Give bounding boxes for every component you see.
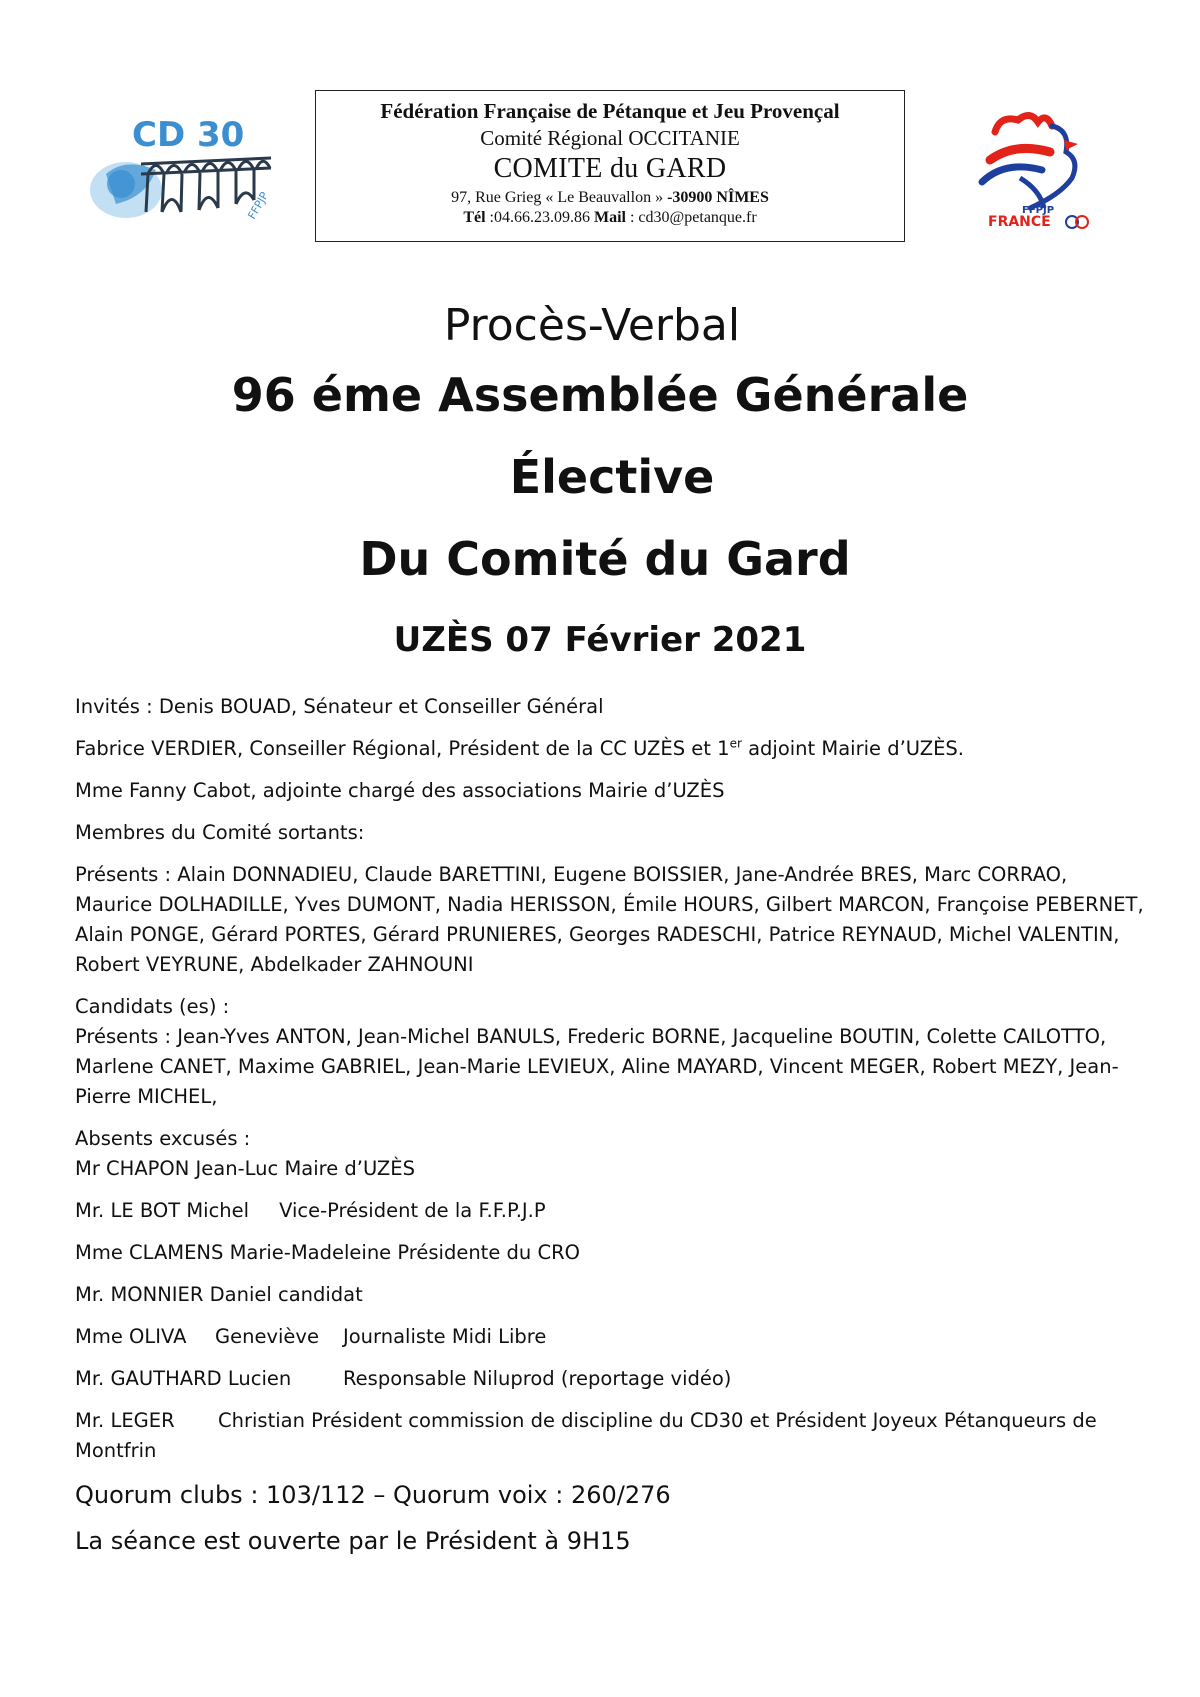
session-opening: La séance est ouverte par le Président à 9H15 — [75, 1527, 631, 1555]
absent-lebot-role: Vice-Président de la F.F.P.J.P — [279, 1199, 546, 1222]
france-text: FRANCE — [988, 214, 1051, 230]
header-box — [315, 90, 905, 242]
absent-clamens: Mme CLAMENS Marie-Madeleine Présidente du CRO — [75, 1241, 580, 1264]
fanny-cabot-line: Mme Fanny Cabot, adjointe chargé des associations Mairie d’UZÈS — [75, 779, 725, 802]
cd30-logo — [86, 112, 281, 227]
outgoing-members-heading: Membres du Comité sortants: — [75, 821, 365, 844]
absent-oliva — [75, 1322, 1145, 1352]
fabrice-verdier-line — [75, 734, 1145, 764]
address-city: -30900 NÎMES — [667, 189, 769, 206]
address — [316, 189, 904, 207]
absent-leger — [75, 1406, 1145, 1466]
ffpjp-rooster-logo — [960, 100, 1100, 240]
mail-label: Mail — [593, 209, 626, 226]
elective-title: Élective — [509, 450, 715, 504]
excused-absent-heading: Absents excusés : — [75, 1127, 251, 1150]
committee-name: COMITE du GARD — [493, 153, 727, 184]
invited-guests: Invités : Denis BOUAD, Sénateur et Conseiller Général — [75, 695, 604, 718]
absent-lebot — [75, 1196, 1145, 1226]
ffpjp-text: FFPJP — [1022, 205, 1055, 216]
tel-label: Tél — [463, 209, 486, 226]
absent-gauthard-role: Responsable Niluprod (reportage vidéo) — [343, 1367, 732, 1390]
absent-gauthard — [75, 1364, 1145, 1394]
mail-value: : cd30@petanque.fr — [625, 209, 757, 226]
candidates-heading: Candidats (es) : — [75, 995, 230, 1018]
absent-chapon: Mr CHAPON Jean-Luc Maire d’UZÈS — [75, 1157, 415, 1180]
minutes-body — [75, 692, 1145, 1570]
fabrice-text-end: adjoint Mairie d’UZÈS. — [741, 737, 964, 760]
absent-oliva-name: Mme OLIVA — [75, 1325, 187, 1348]
fabrice-sup: er — [729, 736, 742, 751]
absent-monnier: Mr. MONNIER Daniel candidat — [75, 1283, 363, 1306]
committee-title: Du Comité du Gard — [359, 532, 851, 586]
absent-leger-role: Christian Président commission de discipline du CD30 et Président Joyeux Pétanqueurs de Montfrin — [75, 1409, 1097, 1462]
address-street: 97, Rue Grieg « Le Beauvallon » — [451, 189, 668, 206]
cd30-logo-text: CD 30 — [132, 115, 245, 155]
absent-gauthard-name: Mr. GAUTHARD Lucien — [75, 1367, 292, 1390]
tel-value: :04.66.23.09.86 — [485, 209, 594, 226]
outgoing-members-present: Présents : Alain DONNADIEU, Claude BARETTINI, Eugene BOISSIER, Jane-Andrée BRES, Marc CORRAO, Maurice DOLHADILLE, Yves DUMONT, Nadia HERISSON, Émile HOURS, Gilbert MARCON, Françoise PEBERNET, Alain PONGE, Gérard PORTES, Gérard PRUNIERES, Georges RADESCHI, Patrice REYNAUD, Michel VALENTIN, Robert VEYRUNE, Abdelkader ZAHNOUNI — [75, 863, 1144, 976]
candidates-present: Présents : Jean-Yves ANTON, Jean-Michel BANULS, Frederic BORNE, Jacqueline BOUTIN, Colette CAILOTTO, Marlene CANET, Maxime GABRIEL, Jean-Marie LEVIEUX, Aline MAYARD, Vincent MEGER, Robert MEZY, Jean-Pierre MICHEL, — [75, 1025, 1119, 1108]
federation-name: Fédération Française de Pétanque et Jeu Provençal — [380, 99, 840, 123]
proces-verbal-title: Procès-Verbal — [443, 300, 741, 351]
absent-oliva-role: Journaliste Midi Libre — [343, 1325, 547, 1348]
contact-line — [316, 209, 904, 227]
regional-committee: Comité Régional OCCITANIE — [480, 126, 740, 150]
fabrice-text: Fabrice VERDIER, Conseiller Régional, Président de la CC UZÈS et 1 — [75, 737, 730, 760]
assembly-title: 96 éme Assemblée Générale — [231, 368, 969, 422]
quorum-line: Quorum clubs : 103/112 – Quorum voix : 260/276 — [75, 1481, 671, 1509]
ffpjp-small-text: FFPJP — [245, 189, 272, 222]
meeting-date: UZÈS 07 Février 2021 — [393, 620, 807, 660]
absent-oliva-firstname: Geneviève — [215, 1325, 319, 1348]
absent-lebot-name: Mr. LE BOT Michel — [75, 1199, 250, 1222]
absent-leger-name: Mr. LEGER — [75, 1409, 175, 1432]
